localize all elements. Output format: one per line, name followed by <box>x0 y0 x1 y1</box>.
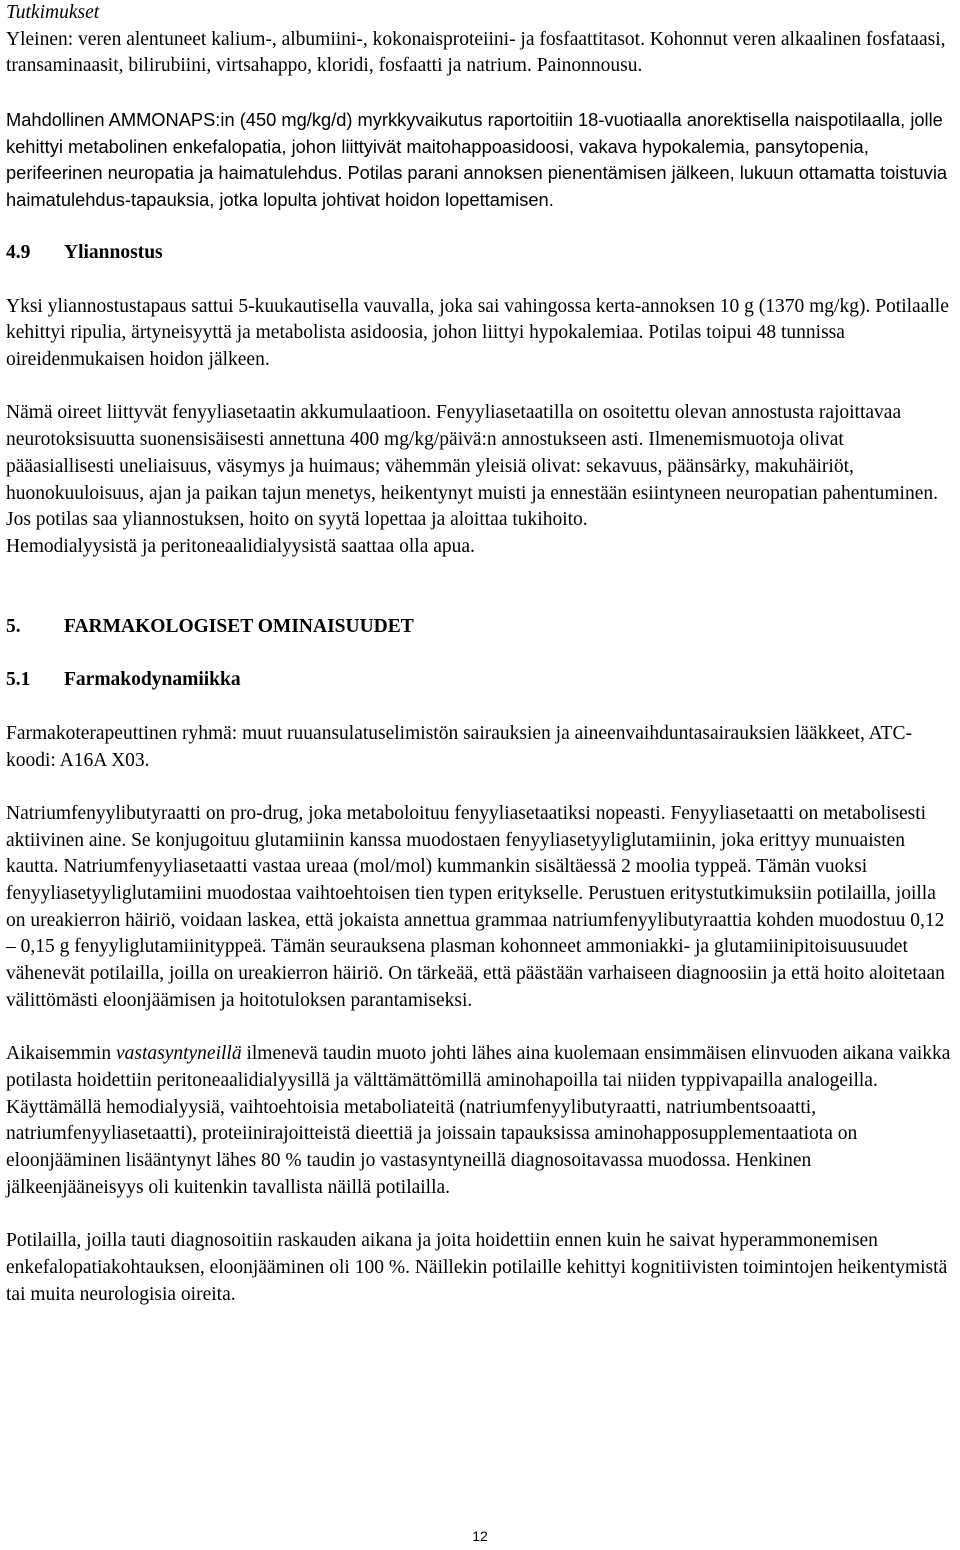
overdose-paragraph-4: Hemodialyysistä ja peritoneaalidialyysistä saattaa olla apua. <box>6 536 475 557</box>
text-run: ilmenevä taudin muoto johti lähes aina kuolemaan ensimmäisen elinvuoden aikana vaikka potilasta hoidettiin peritoneaalidialyysillä ja välttämättömillä aminohapoilla tai niiden typpivapailla analogeilla. Käyttämällä hemodialyysiä, vaihtoehtoisia metaboliateitä (natriumfenyylibutyraatti, natriumbentsoaatti, natriumfenyyliasetaatti), proteiinirajoitteistä dieettiä ja joissain tapauksissa aminohapposupplementaatiota on eloonjääminen lisääntynyt lähes 80 % taudin jo vastasyntyneillä diagnosoitavassa muodossa. Henkinen jälkeenjääneisyys oli kuitenkin tavallista näillä potilailla. <box>6 1043 951 1198</box>
spacer <box>6 214 952 241</box>
spacer <box>6 774 952 801</box>
tutkimukset-text: Yleinen: veren alentuneet kalium-, albumiini-, kokonaisproteiini- ja fosfaattitasot. Kohonnut veren alkaalinen fosfataasi, transaminaasit, bilirubiini, virtsahappo, kloridi, fosfaatti ja natrium. Painonnousu. <box>6 28 946 77</box>
pharmacodynamics-paragraph-2: Natriumfenyylibutyraatti on pro-drug, joka metaboloituu fenyyliasetaatiksi nopeasti. Fenyyliasetaatti on metabolisesti aktiivinen aine. Se konjugoituu glutamiinin kanssa muodostaen fenyyliasetyyliglutamiinin, joka erittyy munuaisten kautta. Natriumfenyyliasetaatti vastaa ureaa (mol/mol) kummankin sisältäessä 2 moolia typpeä. Tämän vuoksi fenyyliasetyyliglutamiini muodostaa vaihtoehtoisen tien typen eritykselle. Perustuen eritystutkimuksiin potilailla, joilla on ureakierron häiriö, voidaan laskea, että jokaista annettua grammaa natriumfenyylibutyraattia kohden muodostuu 0,12 – 0,15 g fenyyliglutamiinityppeä. Tämän seurauksena plasman kohonneet ammoniakki- ja glutamiinipitoisuusuudet vähenevät potilailla, joilla on ureakierron häiriö. On tärkeää, että päästään varhaiseen diagnoosiin ja että hoito aloitetaan välittömästi eloonjäämisen ja hoitotuloksen parantamiseksi. <box>6 802 945 1011</box>
overdose-paragraph-1: Yksi yliannostustapaus sattui 5-kuukautisella vauvalla, joka sai vahingossa kerta-annoksen 10 g (1370 mg/kg). Potilaalle kehittyi ripulia, ärtyneisyyttä ja metabolista asidoosia, johon liittyi hypokalemiaa. Potilas toipui 48 tunnissa oireidenmukaisen hoidon jälkeen. <box>6 295 949 371</box>
section-title: Yliannostus <box>64 242 163 264</box>
italic-term: vastasyntyneillä <box>115 1043 242 1065</box>
section-number: 5. <box>6 616 21 638</box>
pharmacodynamics-paragraph-3 <box>6 1041 952 1201</box>
spacer <box>6 267 952 294</box>
page-number: 12 <box>472 1528 488 1544</box>
spacer <box>6 641 952 668</box>
spacer <box>6 1201 952 1228</box>
spacer <box>6 374 952 401</box>
section-4-9-heading <box>6 240 952 267</box>
tutkimukset-heading: Tutkimukset <box>6 2 100 23</box>
section-number: 4.9 <box>6 242 31 264</box>
toxicity-paragraph: Mahdollinen AMMONAPS:in (450 mg/kg/d) myrkkyvaikutus raportoitiin 18-vuotiaalla anorektisella naispotilaalla, jolle kehittyi metabolinen enkefalopatia, johon liittyivät maitohappoasidoosi, vakava hypokalemia, pansytopenia, perifeerinen neuropatia ja haimatulehdus. Potilas parani annoksen pienentämisen jälkeen, lukuun ottamatta toistuvia haimatulehdus-tapauksia, jotka lopulta johtivat hoidon lopettamisen. <box>6 108 948 210</box>
text-run: Aikaisemmin <box>6 1043 116 1065</box>
pharmacodynamics-paragraph-4: Potilailla, joilla tauti diagnosoitiin raskauden aikana ja joita hoidettiin ennen kuin he saivat hyperammonemisen enkefalopatiakohtauksen, eloonjääminen oli 100 %. Näillekin potilaille kehittyi kognitiivisten toimintojen heikentymistä tai muita neurologisia oireita. <box>6 1230 948 1305</box>
section-title: FARMAKOLOGISET OMINAISUUDET <box>64 616 414 638</box>
spacer <box>6 694 952 721</box>
section-number: 5.1 <box>6 669 31 691</box>
section-5-1-heading <box>6 667 952 694</box>
spacer <box>6 561 952 588</box>
section-5-heading <box>6 614 952 641</box>
spacer <box>6 1015 952 1042</box>
pharmacodynamics-paragraph-1: Farmakoterapeuttinen ryhmä: muut ruuansulatuselimistön sairauksien ja aineenvaihduntasairauksien lääkkeet, ATC-koodi: A16A X03. <box>6 722 912 771</box>
section-title: Farmakodynamiikka <box>64 669 241 691</box>
overdose-paragraph-2: Nämä oireet liittyvät fenyyliasetaatin akkumulaatioon. Fenyyliasetaatilla on osoitettu olevan annostusta rajoittavaa neurotoksisuutta suonensisäisesti annettuna 400 mg/kg/päivä:n annostukseen asti. Ilmenemismuotoja olivat pääasiallisesti uneliaisuus, väsymys ja huimaus; vähemmän yleisiä olivat: sekavuus, päänsärky, makuhäiriöt, huonokuuloisuus, ajan ja paikan tajun menetys, heikentynyt muisti ja ennestään esiintyneen neuropatian pahentuminen. <box>6 402 938 504</box>
overdose-paragraph-3: Jos potilas saa yliannostuksen, hoito on syytä lopettaa ja aloittaa tukihoito. <box>6 509 588 531</box>
spacer <box>6 80 952 107</box>
tutkimukset-section <box>6 0 952 80</box>
spacer <box>6 587 952 614</box>
